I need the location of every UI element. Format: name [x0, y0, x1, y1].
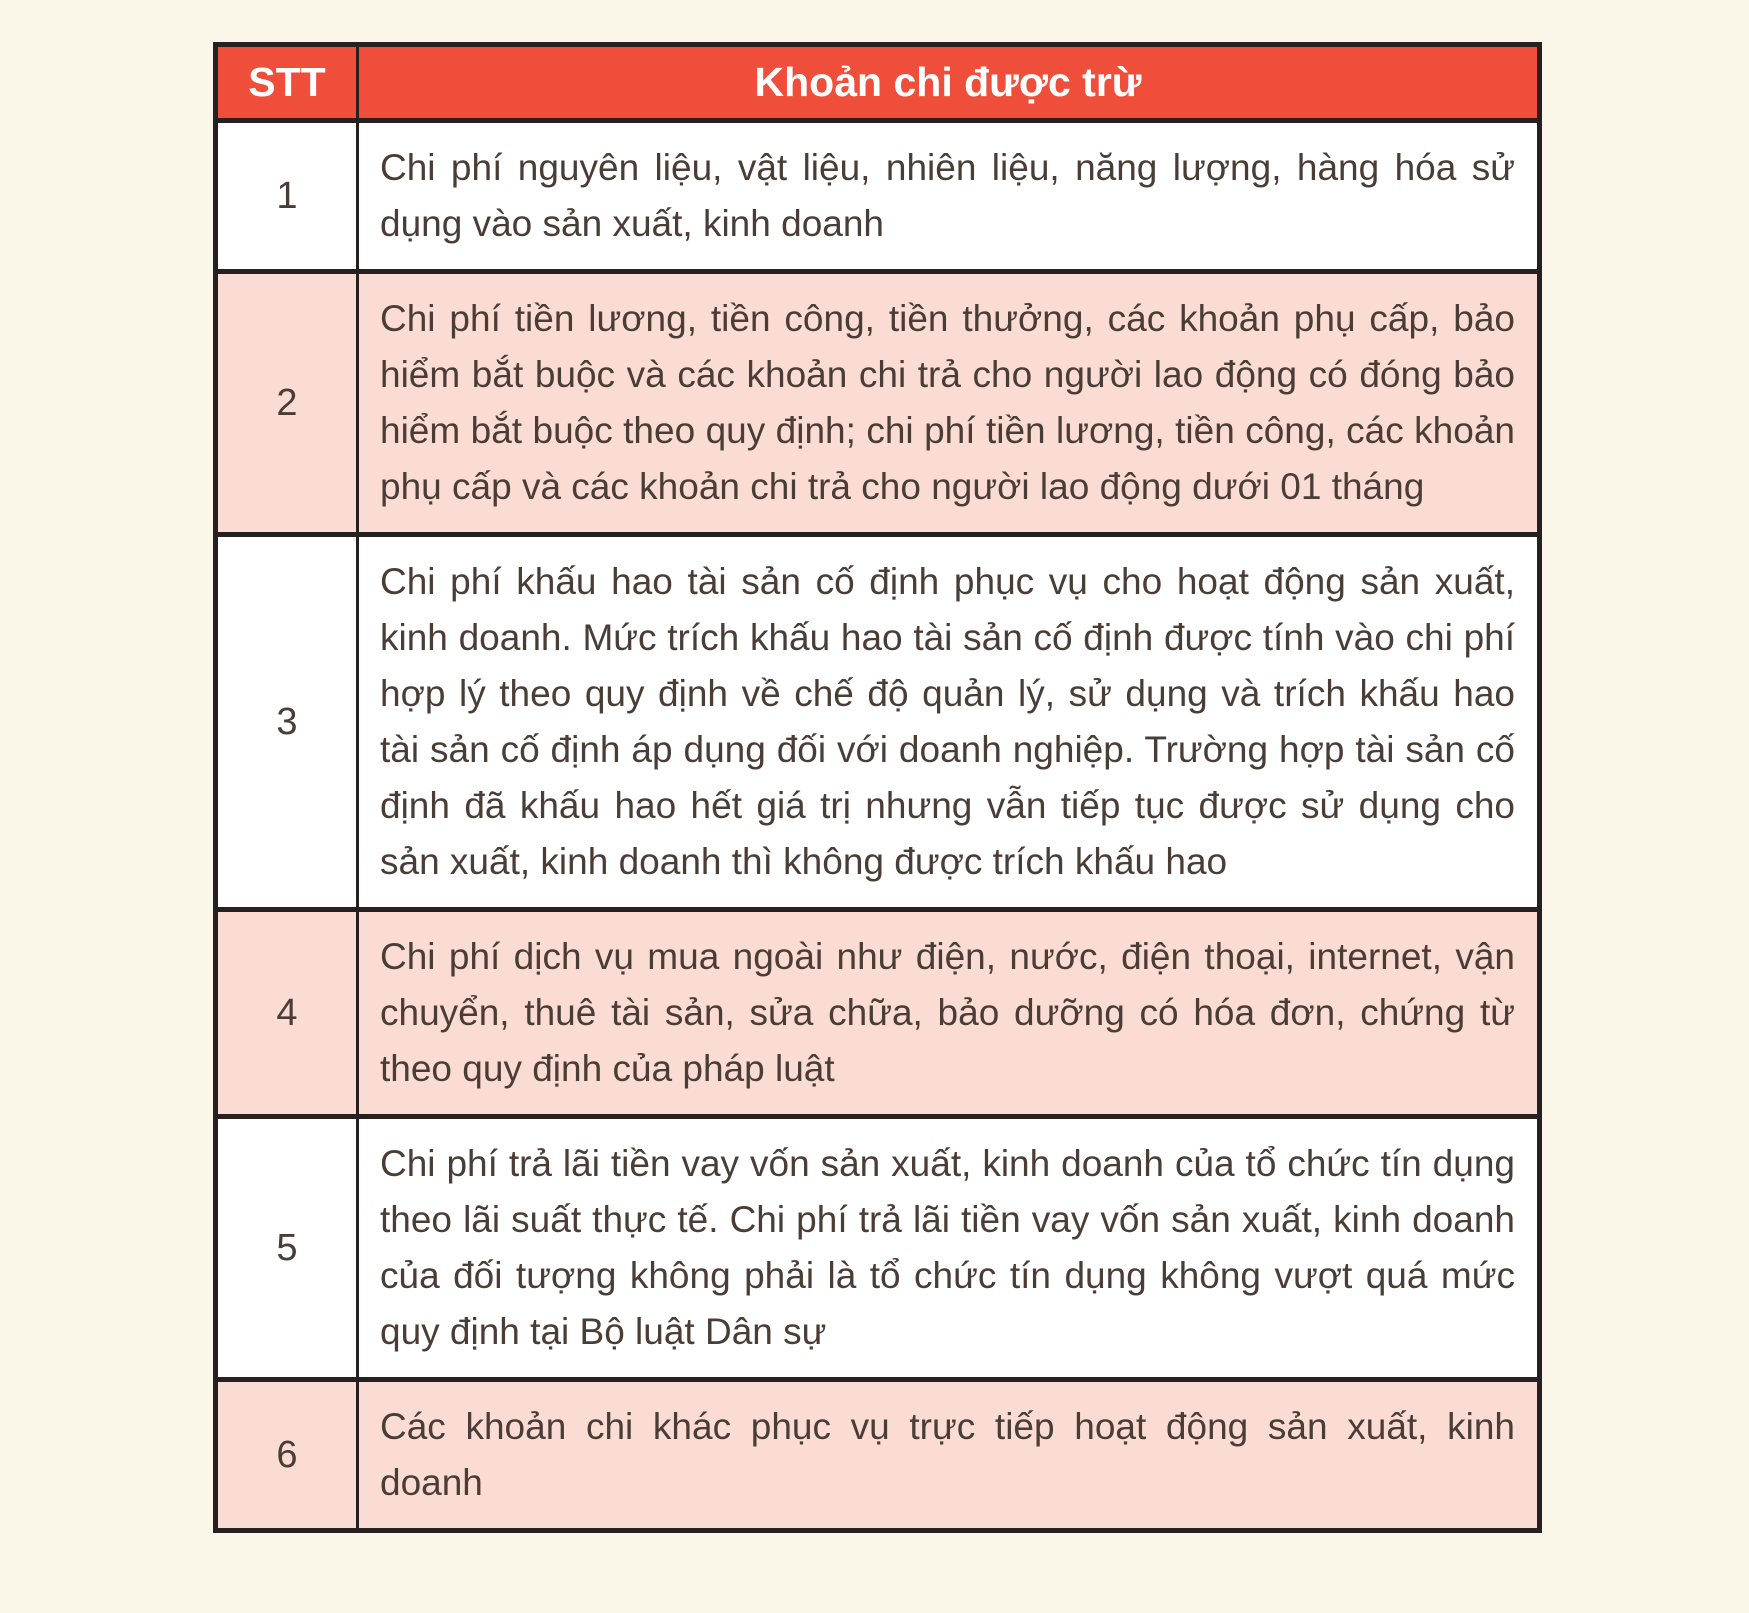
- row-expense-cell: Chi phí dịch vụ mua ngoài như điện, nước, điện thoại, internet, vận chuyển, thuê tài sản, sửa chữa, bảo dưỡng có hóa đơn, chứng từ theo quy định của pháp luật: [358, 910, 1540, 1117]
- row-expense-cell: Chi phí nguyên liệu, vật liệu, nhiên liệu, năng lượng, hàng hóa sử dụng vào sản xuất, kinh doanh: [358, 121, 1540, 272]
- table-row: [216, 1117, 1540, 1380]
- row-expense-cell: Chi phí khấu hao tài sản cố định phục vụ cho hoạt động sản xuất, kinh doanh. Mức trích khấu hao tài sản cố định được tính vào chi phí hợp lý theo quy định về chế độ quản lý, sử dụng và trích khấu hao tài sản cố định áp dụng đối với doanh nghiệp. Trường hợp tài sản cố định đã khấu hao hết giá trị nhưng vẫn tiếp tục được sử dụng cho sản xuất, kinh doanh thì không được trích khấu hao: [358, 535, 1540, 910]
- row-number-cell: 2: [216, 272, 358, 535]
- table-row: [216, 1380, 1540, 1531]
- row-expense-cell: Các khoản chi khác phục vụ trực tiếp hoạt động sản xuất, kinh doanh: [358, 1380, 1540, 1531]
- row-expense-cell: Chi phí trả lãi tiền vay vốn sản xuất, kinh doanh của tổ chức tín dụng theo lãi suất thực tế. Chi phí trả lãi tiền vay vốn sản xuất, kinh doanh của đối tượng không phải là tổ chức tín dụng không vượt quá mức quy định tại Bộ luật Dân sự: [358, 1117, 1540, 1380]
- row-number-cell: 3: [216, 535, 358, 910]
- row-number-cell: 6: [216, 1380, 358, 1531]
- row-number-cell: 4: [216, 910, 358, 1117]
- table-row: [216, 535, 1540, 910]
- header-cell-expense: Khoản chi được trừ: [358, 45, 1540, 121]
- header-cell-stt: STT: [216, 45, 358, 121]
- row-number-cell: 1: [216, 121, 358, 272]
- table-row: [216, 910, 1540, 1117]
- row-expense-cell: Chi phí tiền lương, tiền công, tiền thưởng, các khoản phụ cấp, bảo hiểm bắt buộc và các khoản chi trả cho người lao động có đóng bảo hiểm bắt buộc theo quy định; chi phí tiền lương, tiền công, các khoản phụ cấp và các khoản chi trả cho người lao động dưới 01 tháng: [358, 272, 1540, 535]
- table-row: [216, 272, 1540, 535]
- table-row: [216, 121, 1540, 272]
- deductible-expenses-table: [213, 42, 1542, 1533]
- table-header-row: [216, 45, 1540, 121]
- row-number-cell: 5: [216, 1117, 358, 1380]
